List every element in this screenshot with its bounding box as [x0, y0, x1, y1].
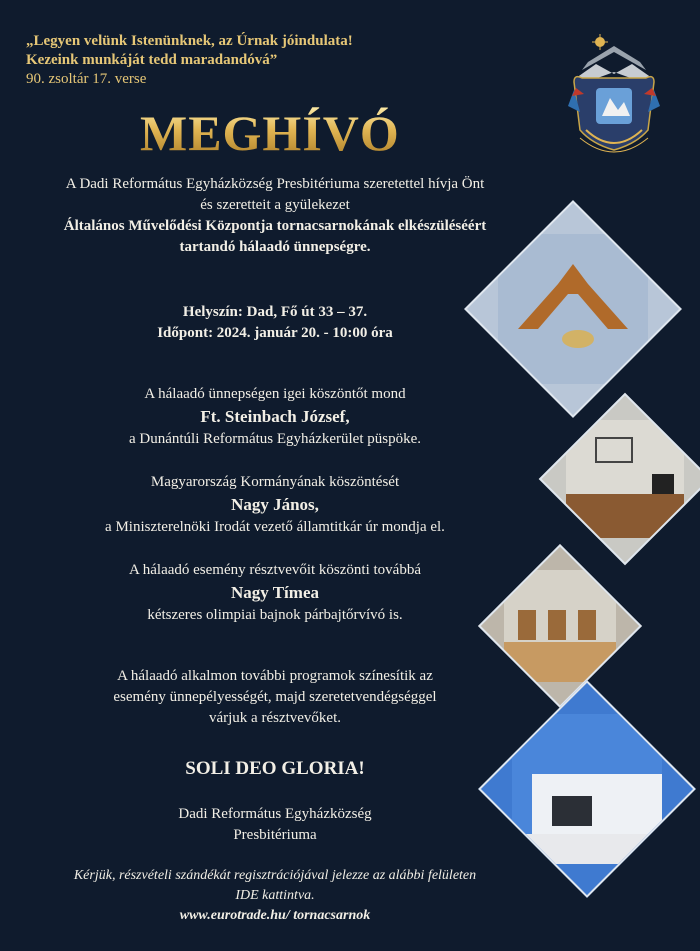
event-time: Időpont: 2024. január 20. - 10:00 óra	[157, 325, 393, 341]
intro-line-3: Általános Művelődési Központja tornacsarnokának elkészüléséért	[63, 218, 487, 234]
speaker-1-name: Ft. Steinbach József,	[200, 407, 350, 426]
quote-line-1: „Legyen velünk Istenünknek, az Úrnak jóindulata!	[26, 33, 353, 49]
programs-line-3: várjuk a résztvevőket.	[208, 710, 342, 726]
intro-line-2: és szeretteit a gyülekezet	[200, 197, 350, 213]
intro-line-1: A Dadi Református Egyházközség Presbitériuma szeretettel hívja Önt	[65, 176, 485, 192]
registration-line-1: Kérjük, részvételi szándékát regisztrációjával jelezze az alábbi felületen	[73, 868, 477, 883]
speaker-3	[20, 560, 530, 626]
invitation-title: MEGHÍVÓ	[140, 105, 400, 161]
registration-url[interactable]: www.eurotrade.hu/ tornacsarnok	[179, 908, 371, 923]
speaker-2-role: a Miniszterelnöki Irodát vezető államtitkár úr mondja el.	[105, 519, 445, 535]
speaker-3-intro: A hálaadó esemény résztvevőit köszönti továbbá	[129, 562, 421, 578]
intro-line-4: tartandó hálaadó ünnepségre.	[179, 239, 371, 255]
signature-line-2: Presbitériuma	[233, 827, 317, 843]
speaker-1-role: a Dunántúli Református Egyházkerület püspöke.	[128, 431, 421, 447]
signature	[20, 804, 530, 846]
signature-line-1: Dadi Református Egyházközség	[178, 806, 372, 822]
verse-reference: 90. zsoltár 17. verse	[26, 71, 147, 87]
quote-line-2: Kezeink munkáját tedd maradandóvá”	[26, 52, 278, 68]
reformed-church-crest-icon	[566, 34, 662, 166]
photo-gym-interior-1	[539, 393, 700, 566]
speaker-1	[20, 384, 530, 450]
speaker-1-intro: A hálaadó ünnepségen igei köszöntőt mond	[144, 386, 406, 402]
bible-quote	[26, 32, 353, 89]
speaker-3-name: Nagy Tímea	[231, 583, 319, 602]
intro-text	[20, 174, 530, 258]
event-location: Helyszín: Dad, Fő út 33 – 37.	[182, 304, 368, 320]
programs-line-2: esemény ünnepélyességét, majd szeretetvendégséggel	[113, 689, 437, 705]
event-details	[20, 302, 530, 344]
speaker-2	[20, 472, 530, 538]
speaker-2-name: Nagy János,	[231, 495, 319, 514]
programs-line-1: A hálaadó alkalmon további programok színesítik az	[117, 668, 433, 684]
programs-text	[20, 666, 530, 729]
registration-link[interactable]: IDE kattintva.	[235, 888, 315, 903]
soli-deo-gloria: SOLI DEO GLORIA!	[185, 758, 365, 779]
speaker-2-intro: Magyarország Kormányának köszöntését	[150, 474, 400, 490]
registration-footer	[20, 866, 530, 926]
speaker-3-role: kétszeres olimpiai bajnok párbajtőrvívó is.	[147, 607, 403, 623]
